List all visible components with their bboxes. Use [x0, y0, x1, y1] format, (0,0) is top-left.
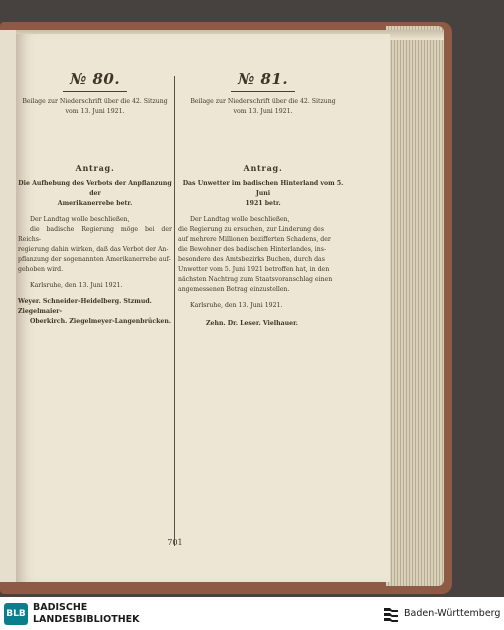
page-stack-edge [386, 26, 444, 586]
left-body-line: Der Landtag wolle beschließen, [30, 216, 130, 223]
baden-wuerttemberg-label[interactable]: Baden-Württemberg [404, 608, 501, 619]
right-subtitle-line: Beilage zur Niederschrift über die 42. Sitzung [190, 98, 336, 105]
left-body [18, 215, 172, 275]
right-signature: Zehn. Dr. Leser. Vielhauer. [206, 320, 298, 327]
left-subtitle-line: vom 13. Juni 1921. [65, 108, 125, 115]
left-signature-line: Weyer. Schneider-Heidelberg. Stzmud. Ziegelmaier- [18, 298, 152, 315]
left-document-number: № 80. [69, 70, 121, 88]
left-number-rule [63, 91, 127, 92]
page-number: 701 [167, 538, 183, 547]
right-body-line: nächsten Nachtrag zum Staatsvoranschlag einen [178, 276, 333, 283]
left-subtitle-line: Beilage zur Niederschrift über die 42. Sitzung [22, 98, 168, 105]
coat-of-arms-lions-icon [380, 603, 402, 625]
left-body-line: regierung dahin wirken, daß das Verbot der An- [18, 246, 169, 253]
right-body-line: auf mehrere Millionen bezifferten Schadens, der [178, 236, 331, 243]
right-body-line: Unwetter vom 5. Juni 1921 betroffen hat, in den [178, 266, 330, 273]
left-heading: Antrag. [75, 163, 115, 173]
right-date: Karlsruhe, den 13. Juni 1921. [190, 302, 283, 309]
right-body-line: angemessenen Betrag einzustellen. [178, 286, 290, 293]
blb-logo[interactable]: BLB [4, 603, 28, 625]
right-title-line: Das Unwetter im badischen Hinterland vom 5. Juni [182, 180, 344, 197]
blb-name-line: BADISCHE [33, 602, 88, 613]
left-title-line: Amerikanerrebe betr. [57, 200, 133, 207]
right-body [178, 215, 348, 295]
right-heading: Antrag. [243, 163, 283, 173]
left-signature-line: Oberkirch. Ziegelmeyer-Langenbrücken. [30, 318, 171, 325]
left-title-line: Die Aufhebung des Verbots der Anpflanzung der [18, 180, 172, 197]
right-document-number: № 81. [237, 70, 289, 88]
right-subtitle-line: vom 13. Juni 1921. [233, 108, 293, 115]
right-body-line: besondere des Amtsbezirks Buchen, durch das [178, 256, 325, 263]
left-body-line: gehoben wird. [18, 266, 64, 273]
right-title-line: 1921 betr. [245, 200, 281, 207]
left-body-line: die badische Regierung möge bei der Reichs- [18, 226, 172, 243]
right-body-line: die Regierung zu ersuchen, zur Linderung des [178, 226, 324, 233]
blb-name[interactable] [33, 602, 140, 626]
right-body-line: die Bewohner des badischen Hinterlandes, ins- [178, 246, 327, 253]
right-body-line: Der Landtag wolle beschließen, [190, 216, 290, 223]
left-body-line: pflanzung der sogenannten Amerikanerrebe auf- [18, 256, 171, 263]
left-date: Karlsruhe, den 13. Juni 1921. [30, 282, 123, 289]
column-divider [174, 76, 175, 546]
blb-name-line: LANDESBIBLIOTHEK [33, 614, 140, 625]
left-column [18, 70, 172, 327]
right-number-rule [231, 91, 295, 92]
right-column [178, 70, 348, 329]
